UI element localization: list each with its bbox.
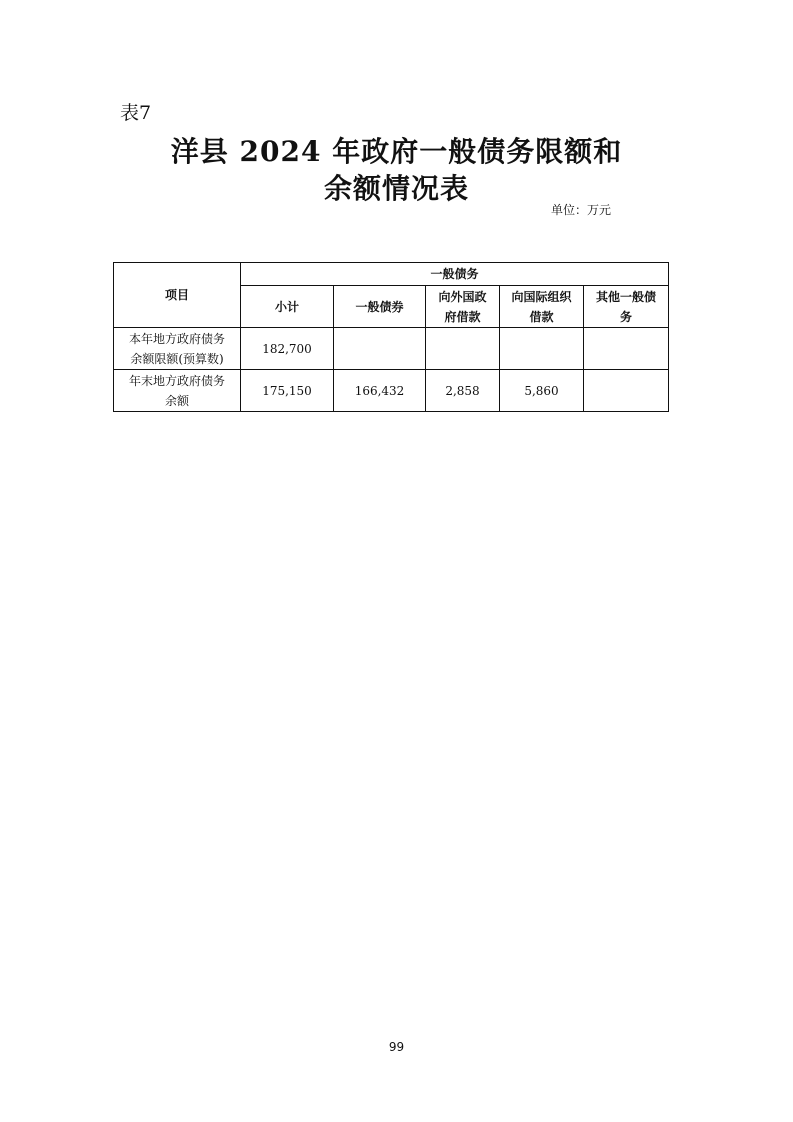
header-general-bonds: 一般债券: [334, 286, 426, 328]
unit-label: 单位：万元: [550, 203, 611, 217]
table-row: [114, 328, 669, 370]
header-other-general-debt: 其他一般债务: [584, 286, 669, 328]
table-cell: 182,700: [241, 328, 334, 370]
page-title-line-1: 洋县 2024 年政府一般债务限额和: [170, 135, 623, 168]
debt-table: [113, 262, 669, 412]
table-cell: [584, 328, 669, 370]
header-intl-org-loans: 向国际组织借款: [500, 286, 584, 328]
header-item: 项目: [114, 263, 241, 328]
table-cell: 175,150: [241, 370, 334, 412]
header-general-debt: 一般债务: [241, 263, 669, 286]
header-foreign-gov-loans: 向外国政府借款: [426, 286, 500, 328]
table-cell: 166,432: [334, 370, 426, 412]
row-label: 本年地方政府债务余额限额(预算数): [114, 328, 241, 370]
table-cell: 2,858: [426, 370, 500, 412]
page-number: 99: [388, 1040, 405, 1054]
table-cell: [584, 370, 669, 412]
header-subtotal: 小计: [241, 286, 334, 328]
table-cell: [334, 328, 426, 370]
row-label: 年末地方政府债务余额: [114, 370, 241, 412]
page-title-line-2: 余额情况表: [323, 172, 469, 205]
table-cell: [426, 328, 500, 370]
table-number: 表7: [120, 102, 152, 124]
table-cell: [500, 328, 584, 370]
table-row: [114, 370, 669, 412]
table-cell: 5,860: [500, 370, 584, 412]
